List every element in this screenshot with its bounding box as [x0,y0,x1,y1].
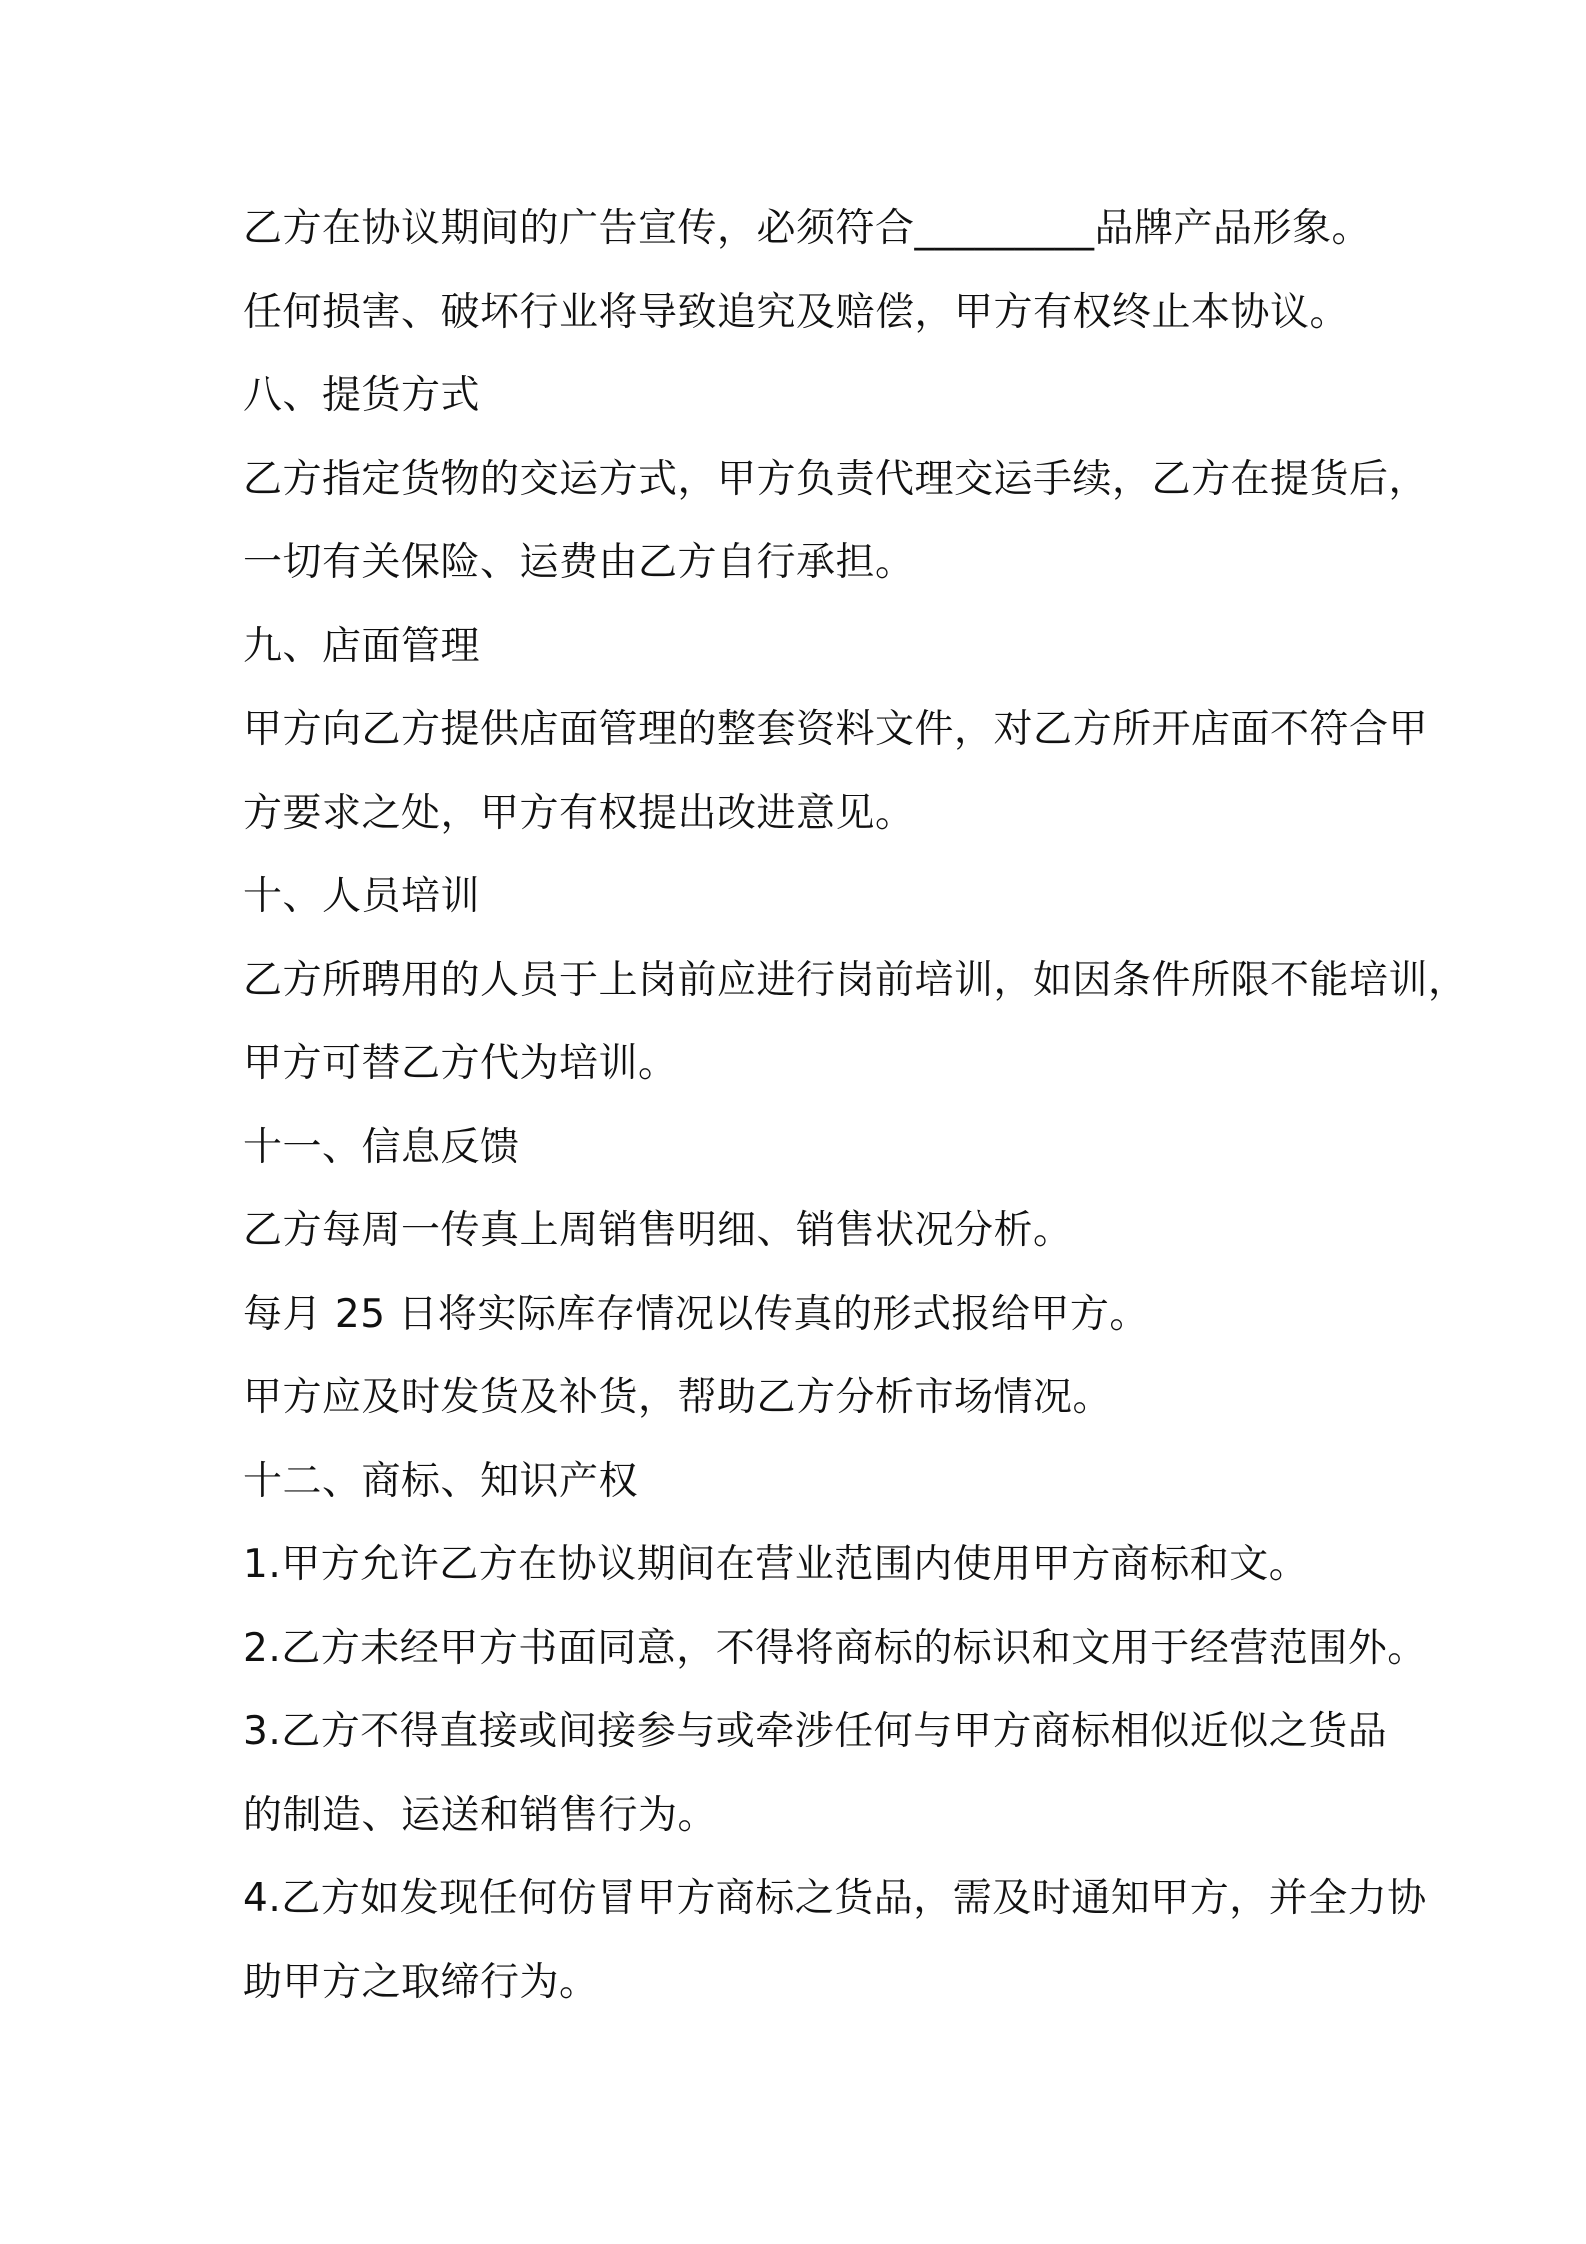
body-text-line: 任何损害、破坏行业将导致追究及赔偿，甲方有权终止本协议。 [243,289,1350,335]
body-text-line: 乙方每周一传真上周销售明细、销售状况分析。 [243,1208,1073,1253]
body-text-line: 乙方所聘用的人员于上岗前应进行岗前培训，如因条件所限不能培训， [243,957,1468,1003]
body-text-line: 1.甲方允许乙方在协议期间在营业范围内使用甲方商标和文。 [243,1542,1309,1587]
document-body [243,198,1468,2035]
body-text-line: 4.乙方如发现任何仿冒甲方商标之货品，需及时通知甲方，并全力协 [243,1876,1427,1921]
body-text-line: 每月 25 日将实际库存情况以传真的形式报给甲方。 [243,1291,1149,1337]
section-heading: 八、提货方式 [243,373,481,418]
section-heading: 十、人员培训 [243,874,481,919]
body-text-line: 2.乙方未经甲方书面同意，不得将商标的标识和文用于经营范围外。 [243,1625,1427,1671]
body-text-line: 方要求之处，甲方有权提出改进意见。 [243,790,915,836]
body-text-line: 甲方应及时发货及补货，帮助乙方分析市场情况。 [243,1375,1113,1420]
body-text-line: 的制造、运送和销售行为。 [243,1792,718,1838]
body-text-line: 乙方指定货物的交运方式，甲方负责代理交运手续，乙方在提货后， [243,456,1429,502]
body-text-line: 甲方可替乙方代为培训。 [243,1041,678,1086]
section-heading: 九、店面管理 [243,623,481,669]
section-heading: 十二、商标、知识产权 [243,1458,639,1504]
body-text-line: 乙方在协议期间的广告宣传，必须符合_________品牌产品形象。 [243,206,1372,251]
body-text-line: 一切有关保险、运费由乙方自行承担。 [243,540,915,585]
section-heading: 十一、信息反馈 [243,1124,520,1170]
body-text-line: 3.乙方不得直接或间接参与或牵涉任何与甲方商标相似近似之货品 [243,1709,1388,1754]
body-text-line: 助甲方之取缔行为。 [243,1959,599,2005]
body-text-line: 甲方向乙方提供店面管理的整套资料文件，对乙方所开店面不符合甲 [243,707,1429,752]
